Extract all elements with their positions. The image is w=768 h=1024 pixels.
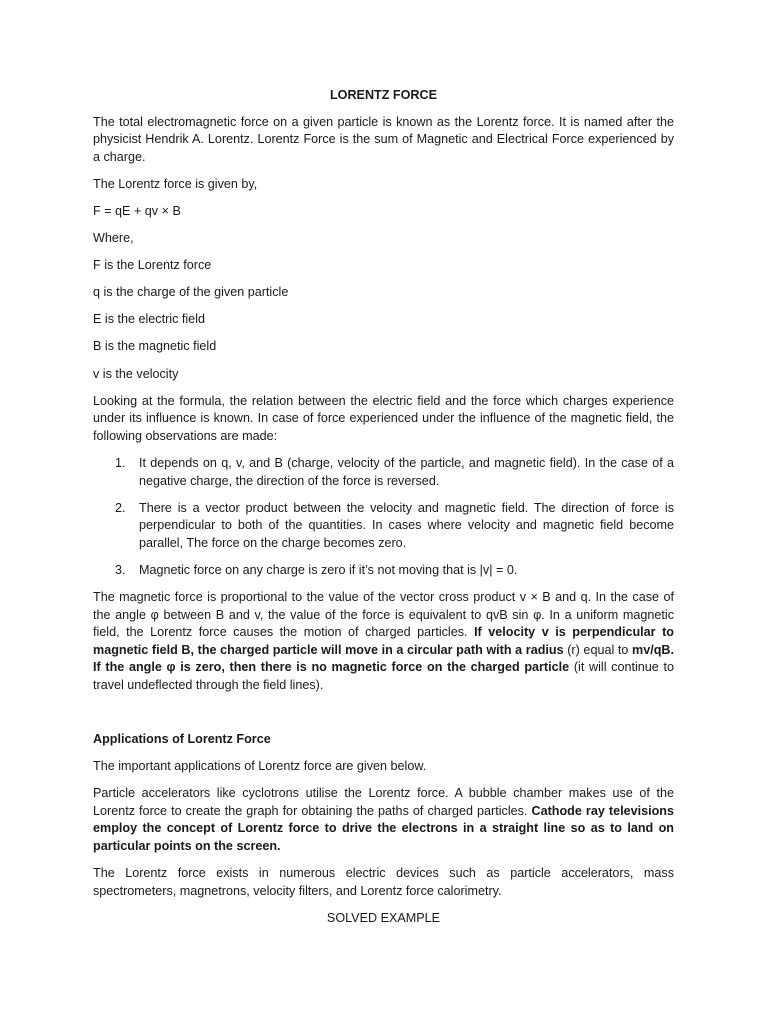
list-item: [93, 500, 674, 553]
list-number: 2.: [115, 500, 126, 515]
list-text: Magnetic force on any charge is zero if it’s not moving that is |v| = 0.: [139, 562, 518, 577]
accelerators-paragraph: [93, 785, 674, 855]
intro-paragraph: The total electromagnetic force on a given particle is known as the Lorentz force. It is named after the physicist Hendrik A. Lorentz. Lorentz Force is the sum of Magnetic and Electrical Force experienced by a charge.: [93, 114, 674, 164]
applications-intro: The important applications of Lorentz force are given below.: [93, 759, 427, 774]
list-item: [93, 455, 674, 490]
proportional-bold-1: If velocity v is perpendicular to magnetic field B, the charged particle will move in a circular path with a radius: [93, 625, 674, 657]
where-text: Where,: [93, 231, 134, 246]
document-page: [93, 87, 674, 927]
proportional-text-3: (it will continue to travel undeflected through the field lines).: [93, 660, 674, 692]
list-item: [93, 562, 674, 580]
proportional-paragraph: [93, 589, 674, 695]
list-text: It depends on q, v, and B (charge, velocity of the particle, and magnetic field). In the case of a negative charge, the direction of the force is reversed.: [139, 455, 674, 488]
accelerators-bold: Cathode ray televisions employ the concept of Lorentz force to drive the electrons in a straight line so as to land on particular points on the screen.: [93, 803, 674, 853]
given-by-text: The Lorentz force is given by,: [93, 176, 258, 191]
definition-item: B is the magnetic field: [93, 339, 217, 354]
devices-paragraph: The Lorentz force exists in numerous electric devices such as particle accelerators, mass spectrometers, magnetrons, velocity filters, and Lorentz force calorimetry.: [93, 866, 674, 898]
list-number: 3.: [115, 562, 126, 577]
proportional-text-2: (r) equal to: [563, 642, 632, 657]
definition-item: E is the electric field: [93, 312, 205, 327]
applications-heading: Applications of Lorentz Force: [93, 732, 271, 747]
observations-list: [93, 455, 674, 580]
definition-item: q is the charge of the given particle: [93, 285, 289, 300]
formula-text: F = qE + qv × B: [93, 203, 181, 218]
page-title: LORENTZ FORCE: [329, 88, 438, 102]
solved-example-heading: SOLVED EXAMPLE: [326, 910, 441, 925]
spacer: [93, 704, 674, 731]
accelerators-text: Particle accelerators like cyclotrons utilise the Lorentz force. A bubble chamber makes use of the Lorentz force to create the graph for obtaining the paths of charged particles.: [93, 786, 674, 818]
definition-item: v is the velocity: [93, 366, 179, 381]
definition-item: F is the Lorentz force: [93, 258, 212, 273]
proportional-text-1: The magnetic force is proportional to the value of the vector cross product v × B and q. In the case of the angle φ between B and v, the value of the force is equivalent to qvB sin φ. In a uniform magnetic field, the Lorentz force causes the motion of charged particles.: [93, 589, 674, 640]
looking-paragraph: Looking at the formula, the relation between the electric field and the force which charges experience under its influence is known. In case of force experienced under the influence of the magnetic field, the following observations are made:: [93, 393, 674, 443]
proportional-bold-2: mv/qB. If the angle φ is zero, then there is no magnetic force on the charged particle: [93, 642, 674, 675]
list-text: There is a vector product between the velocity and magnetic field. The direction of force is perpendicular to both of the quantities. In cases where velocity and magnetic field become parallel, The force on the charge becomes zero.: [139, 500, 674, 550]
list-number: 1.: [115, 455, 126, 470]
